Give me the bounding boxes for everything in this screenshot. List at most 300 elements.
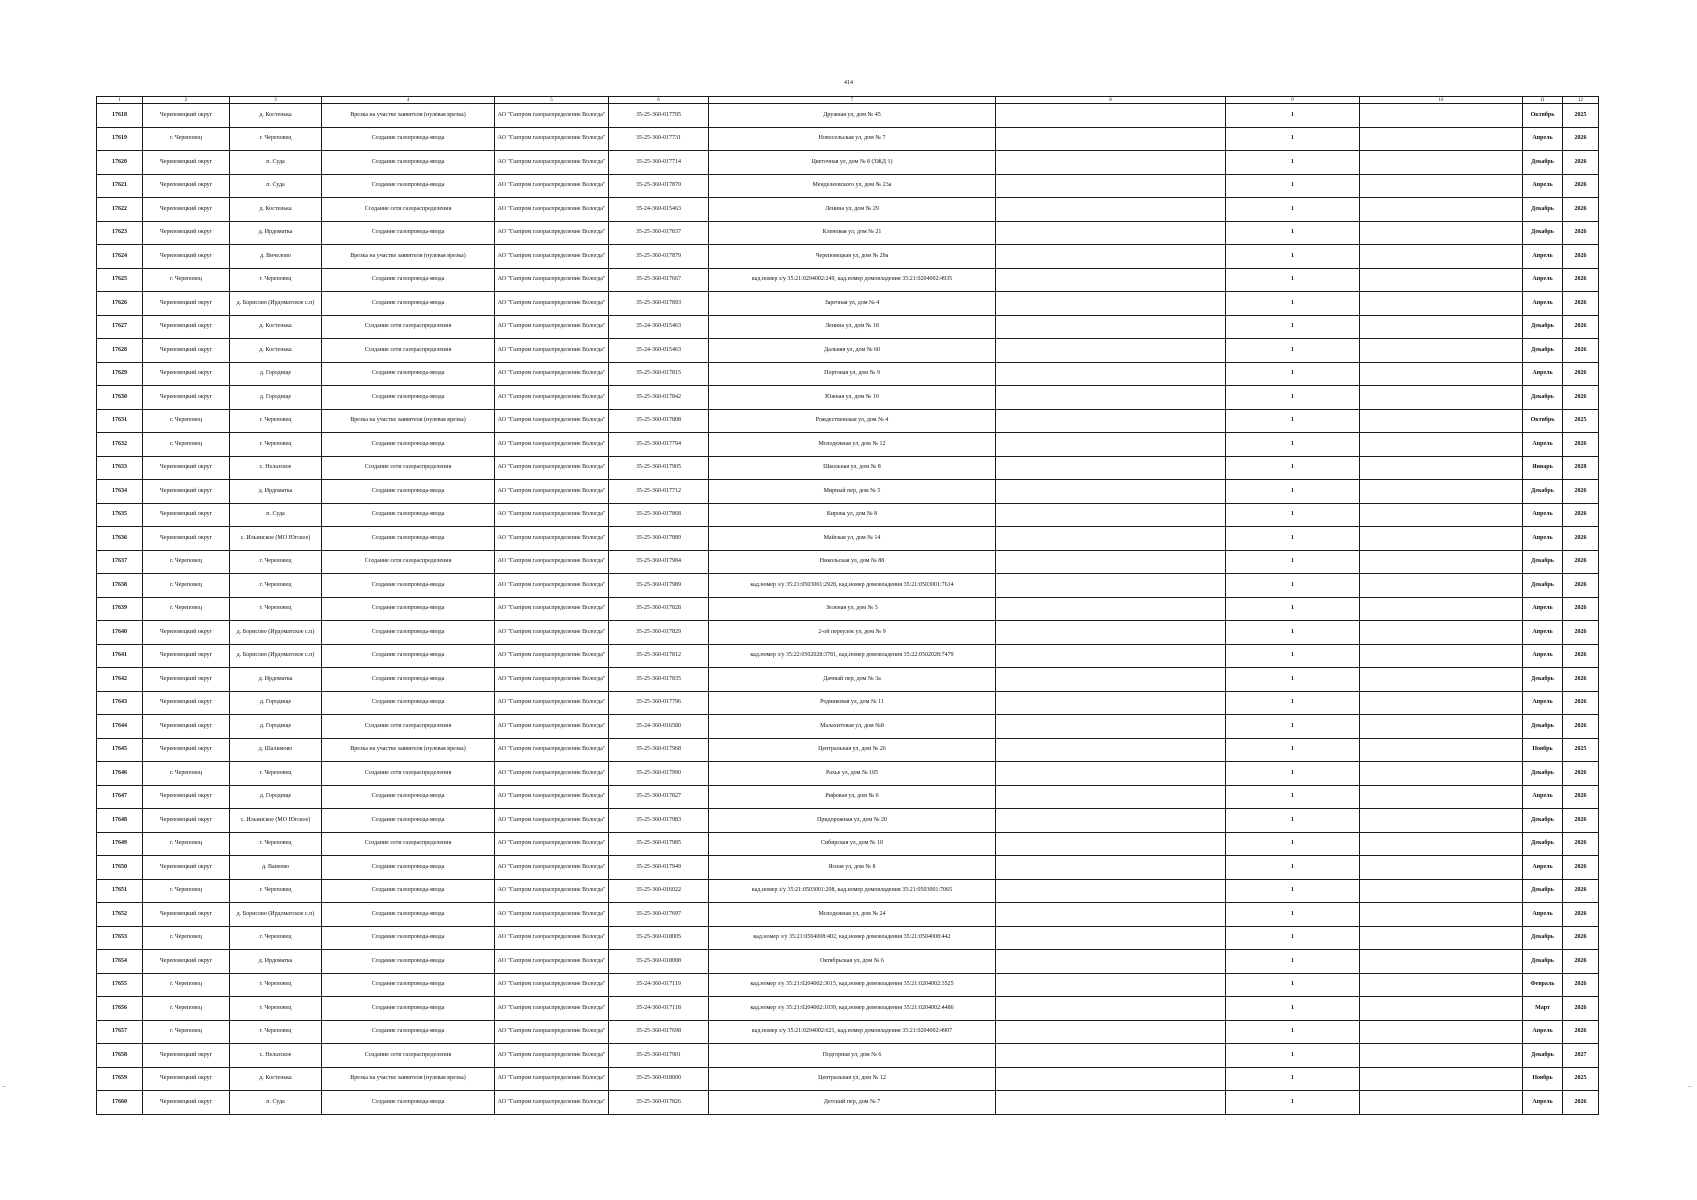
project-code-cell: 35-25-360-017812: [609, 644, 709, 668]
column-8-cell: [996, 550, 1226, 574]
organization-cell: АО "Газпром газораспределение Вологда": [495, 644, 609, 668]
project-code-cell: 35-25-360-017901: [609, 1044, 709, 1068]
district-cell: г. Череповец: [143, 127, 230, 151]
month-cell: Апрель: [1523, 621, 1563, 645]
year-cell: 2026: [1563, 621, 1599, 645]
month-cell: Декабрь: [1523, 1044, 1563, 1068]
column-8-cell: [996, 433, 1226, 457]
organization-cell: АО "Газпром газораспределение Вологда": [495, 715, 609, 739]
month-cell: Апрель: [1523, 903, 1563, 927]
work-type-cell: Создание сети газораспределения: [322, 339, 495, 363]
row-number-cell: 17619: [97, 127, 143, 151]
organization-cell: АО "Газпром газораспределение Вологда": [495, 903, 609, 927]
row-number-cell: 17624: [97, 245, 143, 269]
column-8-cell: [996, 174, 1226, 198]
table-row: [97, 456, 1599, 480]
year-cell: 2026: [1563, 503, 1599, 527]
address-cell: Родниковая ул, дом № 11: [709, 691, 996, 715]
district-cell: Череповецкий округ: [143, 151, 230, 175]
row-number-cell: 17659: [97, 1067, 143, 1091]
work-type-cell: Создание газопровода-ввода: [322, 527, 495, 551]
address-cell: Ясная ул, дом № 8: [709, 856, 996, 880]
row-number-cell: 17655: [97, 973, 143, 997]
table-row: [97, 856, 1599, 880]
column-8-cell: [996, 597, 1226, 621]
table-row: [97, 433, 1599, 457]
project-code-cell: 35-24-360-017119: [609, 973, 709, 997]
locality-cell: г. Череповец: [230, 550, 322, 574]
column-8-cell: [996, 221, 1226, 245]
column-10-cell: [1360, 738, 1523, 762]
column-8-cell: [996, 879, 1226, 903]
column-header: 5: [495, 97, 609, 104]
column-10-cell: [1360, 433, 1523, 457]
district-cell: Череповецкий округ: [143, 1067, 230, 1091]
quantity-cell: 1: [1226, 174, 1360, 198]
row-number-cell: 17623: [97, 221, 143, 245]
column-10-cell: [1360, 104, 1523, 128]
month-cell: Январь: [1523, 456, 1563, 480]
column-10-cell: [1360, 785, 1523, 809]
district-cell: Череповецкий округ: [143, 480, 230, 504]
quantity-cell: 1: [1226, 1091, 1360, 1115]
month-cell: Декабрь: [1523, 550, 1563, 574]
year-cell: 2026: [1563, 973, 1599, 997]
column-8-cell: [996, 480, 1226, 504]
address-cell: Октябрьская ул, дом № 6: [709, 950, 996, 974]
organization-cell: АО "Газпром газораспределение Вологда": [495, 785, 609, 809]
district-cell: Череповецкий округ: [143, 245, 230, 269]
row-number-cell: 17630: [97, 386, 143, 410]
month-cell: Декабрь: [1523, 879, 1563, 903]
year-cell: 2026: [1563, 597, 1599, 621]
column-header: 7: [709, 97, 996, 104]
district-cell: Череповецкий округ: [143, 785, 230, 809]
month-cell: Декабрь: [1523, 715, 1563, 739]
locality-cell: г. Череповец: [230, 597, 322, 621]
table-row: [97, 127, 1599, 151]
quantity-cell: 1: [1226, 715, 1360, 739]
district-cell: Череповецкий округ: [143, 715, 230, 739]
table-row: [97, 738, 1599, 762]
locality-cell: д. Вичелово: [230, 245, 322, 269]
project-code-cell: 35-24-360-015463: [609, 315, 709, 339]
column-8-cell: [996, 762, 1226, 786]
table-row: [97, 503, 1599, 527]
column-header: 4: [322, 97, 495, 104]
column-10-cell: [1360, 997, 1523, 1021]
district-cell: Череповецкий округ: [143, 315, 230, 339]
month-cell: Ноябрь: [1523, 1067, 1563, 1091]
column-10-cell: [1360, 339, 1523, 363]
column-10-cell: [1360, 386, 1523, 410]
locality-cell: д. Костенька: [230, 104, 322, 128]
year-cell: 2026: [1563, 315, 1599, 339]
district-cell: г. Череповец: [143, 433, 230, 457]
row-number-cell: 17631: [97, 409, 143, 433]
project-code-cell: 35-24-360-016580: [609, 715, 709, 739]
project-code-cell: 35-25-360-017828: [609, 597, 709, 621]
locality-cell: п. Суда: [230, 503, 322, 527]
column-8-cell: [996, 1020, 1226, 1044]
column-8-cell: [996, 503, 1226, 527]
project-code-cell: 35-25-360-018000: [609, 1067, 709, 1091]
row-number-cell: 17637: [97, 550, 143, 574]
work-type-cell: Создание газопровода-ввода: [322, 856, 495, 880]
address-cell: кад.номер з/у 35:22:0502028:3781, кад.номер домовладения 35:22:0502028:7479: [709, 644, 996, 668]
organization-cell: АО "Газпром газораспределение Вологда": [495, 527, 609, 551]
row-number-cell: 17653: [97, 926, 143, 950]
locality-cell: д. Борисово (Ирдоматское с.п): [230, 621, 322, 645]
year-cell: 2026: [1563, 856, 1599, 880]
column-header: 12: [1563, 97, 1599, 104]
row-number-cell: 17645: [97, 738, 143, 762]
column-8-cell: [996, 903, 1226, 927]
address-cell: Школьная ул, дом № 8: [709, 456, 996, 480]
organization-cell: АО "Газпром газораспределение Вологда": [495, 362, 609, 386]
organization-cell: АО "Газпром газораспределение Вологда": [495, 480, 609, 504]
organization-cell: АО "Газпром газораспределение Вологда": [495, 762, 609, 786]
year-cell: 2026: [1563, 386, 1599, 410]
year-cell: 2026: [1563, 1020, 1599, 1044]
project-code-cell: 35-25-360-017826: [609, 1091, 709, 1115]
address-cell: Майская ул, дом № 14: [709, 527, 996, 551]
month-cell: Декабрь: [1523, 198, 1563, 222]
organization-cell: АО "Газпром газораспределение Вологда": [495, 245, 609, 269]
organization-cell: АО "Газпром газораспределение Вологда": [495, 1091, 609, 1115]
district-cell: Череповецкий округ: [143, 856, 230, 880]
work-type-cell: Создание сети газораспределения: [322, 456, 495, 480]
quantity-cell: 1: [1226, 315, 1360, 339]
column-10-cell: [1360, 691, 1523, 715]
column-10-cell: [1360, 597, 1523, 621]
address-cell: кад.номер з/у 35:21:0204002:249, кад.номер домовладения 35:21:0204002:4935: [709, 268, 996, 292]
project-code-cell: 35-25-360-017837: [609, 221, 709, 245]
table-row: [97, 668, 1599, 692]
column-10-cell: [1360, 1020, 1523, 1044]
column-8-cell: [996, 198, 1226, 222]
column-8-cell: [996, 738, 1226, 762]
quantity-cell: 1: [1226, 221, 1360, 245]
column-header: 6: [609, 97, 709, 104]
address-cell: Дачный пер, дом № 3а: [709, 668, 996, 692]
column-10-cell: [1360, 1091, 1523, 1115]
table-row: [97, 621, 1599, 645]
quantity-cell: 1: [1226, 386, 1360, 410]
year-cell: 2026: [1563, 127, 1599, 151]
locality-cell: г. Череповец: [230, 268, 322, 292]
work-type-cell: Создание газопровода-ввода: [322, 668, 495, 692]
address-cell: Рождественская ул, дом № 4: [709, 409, 996, 433]
organization-cell: АО "Газпром газораспределение Вологда": [495, 104, 609, 128]
locality-cell: п. Суда: [230, 1091, 322, 1115]
address-cell: Сибирская ул, дом № 10: [709, 832, 996, 856]
locality-cell: г. Череповец: [230, 127, 322, 151]
month-cell: Ноябрь: [1523, 738, 1563, 762]
work-type-cell: Создание газопровода-ввода: [322, 362, 495, 386]
column-header: 3: [230, 97, 322, 104]
row-number-cell: 17628: [97, 339, 143, 363]
column-10-cell: [1360, 832, 1523, 856]
project-code-cell: 35-25-360-017698: [609, 1020, 709, 1044]
row-number-cell: 17647: [97, 785, 143, 809]
organization-cell: АО "Газпром газораспределение Вологда": [495, 879, 609, 903]
locality-cell: г. Череповец: [230, 973, 322, 997]
column-8-cell: [996, 691, 1226, 715]
month-cell: Апрель: [1523, 691, 1563, 715]
address-cell: кад.номер з/у 35:21:0503001:208, кад.номер домовладения 35:21:0503001:7065: [709, 879, 996, 903]
locality-cell: г. Череповец: [230, 926, 322, 950]
work-type-cell: Создание сети газораспределения: [322, 315, 495, 339]
row-number-cell: 17658: [97, 1044, 143, 1068]
address-cell: Рифовая ул, дом № 6: [709, 785, 996, 809]
district-cell: Череповецкий округ: [143, 644, 230, 668]
quantity-cell: 1: [1226, 644, 1360, 668]
organization-cell: АО "Газпром газораспределение Вологда": [495, 456, 609, 480]
year-cell: 2026: [1563, 574, 1599, 598]
month-cell: Апрель: [1523, 292, 1563, 316]
column-10-cell: [1360, 926, 1523, 950]
table-row: [97, 1091, 1599, 1115]
locality-cell: с. Ильинское (МО Югское): [230, 527, 322, 551]
year-cell: 2026: [1563, 362, 1599, 386]
address-cell: кад.номер з/у 35:21:0503001:2928, кад.номер домовладения 35:21:0503001:7614: [709, 574, 996, 598]
district-cell: Череповецкий округ: [143, 903, 230, 927]
district-cell: Череповецкий округ: [143, 668, 230, 692]
organization-cell: АО "Газпром газораспределение Вологда": [495, 926, 609, 950]
work-type-cell: Создание сети газораспределения: [322, 832, 495, 856]
district-cell: Череповецкий округ: [143, 950, 230, 974]
row-number-cell: 17629: [97, 362, 143, 386]
month-cell: Апрель: [1523, 597, 1563, 621]
page-number: 414: [844, 80, 853, 86]
work-type-cell: Создание сети газораспределения: [322, 198, 495, 222]
locality-cell: д. Ирдоматка: [230, 480, 322, 504]
project-code-cell: 35-25-360-017712: [609, 480, 709, 504]
organization-cell: АО "Газпром газораспределение Вологда": [495, 809, 609, 833]
project-code-cell: 35-25-360-017829: [609, 621, 709, 645]
quantity-cell: 1: [1226, 1067, 1360, 1091]
district-cell: Череповецкий округ: [143, 527, 230, 551]
quantity-cell: 1: [1226, 1044, 1360, 1068]
quantity-cell: 1: [1226, 362, 1360, 386]
quantity-cell: 1: [1226, 785, 1360, 809]
quantity-cell: 1: [1226, 198, 1360, 222]
table-row: [97, 339, 1599, 363]
year-cell: 2026: [1563, 926, 1599, 950]
column-8-cell: [996, 997, 1226, 1021]
row-number-cell: 17654: [97, 950, 143, 974]
year-cell: 2026: [1563, 1091, 1599, 1115]
column-10-cell: [1360, 151, 1523, 175]
address-cell: Подгорная ул, дом № 6: [709, 1044, 996, 1068]
column-8-cell: [996, 409, 1226, 433]
address-cell: Дальняя ул, дом № 60: [709, 339, 996, 363]
year-cell: 2026: [1563, 151, 1599, 175]
organization-cell: АО "Газпром газораспределение Вологда": [495, 292, 609, 316]
district-cell: Череповецкий округ: [143, 1044, 230, 1068]
organization-cell: АО "Газпром газораспределение Вологда": [495, 1067, 609, 1091]
work-type-cell: Врезка на участке заявителя (нулевая врезка): [322, 1067, 495, 1091]
quantity-cell: 1: [1226, 456, 1360, 480]
project-code-cell: 35-25-360-017983: [609, 809, 709, 833]
column-8-cell: [996, 362, 1226, 386]
district-cell: Череповецкий округ: [143, 104, 230, 128]
work-type-cell: Создание газопровода-ввода: [322, 926, 495, 950]
year-cell: 2026: [1563, 809, 1599, 833]
column-10-cell: [1360, 315, 1523, 339]
column-8-cell: [996, 527, 1226, 551]
project-code-cell: 35-25-360-017827: [609, 785, 709, 809]
table-row: [97, 362, 1599, 386]
column-8-cell: [996, 456, 1226, 480]
address-cell: Молодежная ул, дом № 24: [709, 903, 996, 927]
quantity-cell: 1: [1226, 480, 1360, 504]
organization-cell: АО "Газпром газораспределение Вологда": [495, 621, 609, 645]
work-type-cell: Создание газопровода-ввода: [322, 973, 495, 997]
year-cell: 2026: [1563, 221, 1599, 245]
district-cell: Череповецкий округ: [143, 386, 230, 410]
project-code-cell: 35-25-360-017731: [609, 127, 709, 151]
address-cell: Цветочная ул, дом № 8 (ЗЖД 1): [709, 151, 996, 175]
project-code-cell: 35-25-360-016022: [609, 879, 709, 903]
column-8-cell: [996, 268, 1226, 292]
quantity-cell: 1: [1226, 597, 1360, 621]
address-cell: Кирова ул, дом № 8: [709, 503, 996, 527]
quantity-cell: 1: [1226, 268, 1360, 292]
organization-cell: АО "Газпром газораспределение Вологда": [495, 127, 609, 151]
month-cell: Декабрь: [1523, 832, 1563, 856]
locality-cell: д. Костенька: [230, 315, 322, 339]
year-cell: 2026: [1563, 785, 1599, 809]
year-cell: 2026: [1563, 832, 1599, 856]
row-number-cell: 17638: [97, 574, 143, 598]
district-cell: Череповецкий округ: [143, 174, 230, 198]
locality-cell: д. Ирдоматка: [230, 221, 322, 245]
table-row: [97, 926, 1599, 950]
address-cell: Ленина ул, дом № 29: [709, 198, 996, 222]
row-number-cell: 17626: [97, 292, 143, 316]
address-cell: Мирный пер, дом № 5: [709, 480, 996, 504]
column-8-cell: [996, 104, 1226, 128]
district-cell: Череповецкий округ: [143, 738, 230, 762]
row-number-cell: 17650: [97, 856, 143, 880]
work-type-cell: Создание газопровода-ввода: [322, 644, 495, 668]
work-type-cell: Создание газопровода-ввода: [322, 268, 495, 292]
quantity-cell: 1: [1226, 550, 1360, 574]
locality-cell: д. Костенька: [230, 339, 322, 363]
project-code-cell: 35-25-360-017968: [609, 738, 709, 762]
locality-cell: п. Суда: [230, 174, 322, 198]
address-cell: Кленовая ул, дом № 21: [709, 221, 996, 245]
quantity-cell: 1: [1226, 856, 1360, 880]
column-10-cell: [1360, 127, 1523, 151]
district-cell: г. Череповец: [143, 268, 230, 292]
year-cell: 2025: [1563, 104, 1599, 128]
right-edge-mark: –: [1688, 1082, 1692, 1090]
quantity-cell: 1: [1226, 738, 1360, 762]
row-number-cell: 17652: [97, 903, 143, 927]
year-cell: 2026: [1563, 268, 1599, 292]
locality-cell: с. Ильинское (МО Югское): [230, 809, 322, 833]
quantity-cell: 1: [1226, 292, 1360, 316]
year-cell: 2028: [1563, 456, 1599, 480]
column-10-cell: [1360, 268, 1523, 292]
locality-cell: с. Нелазское: [230, 456, 322, 480]
column-10-cell: [1360, 903, 1523, 927]
organization-cell: АО "Газпром газораспределение Вологда": [495, 386, 609, 410]
organization-cell: АО "Газпром газораспределение Вологда": [495, 221, 609, 245]
table-row: [97, 221, 1599, 245]
district-cell: г. Череповец: [143, 597, 230, 621]
work-type-cell: Создание газопровода-ввода: [322, 903, 495, 927]
locality-cell: г. Череповец: [230, 409, 322, 433]
column-10-cell: [1360, 362, 1523, 386]
address-cell: кад.номер з/у 35:21:0204002:1039, кад.номер домовладения 35:21:0204002:4486: [709, 997, 996, 1021]
organization-cell: АО "Газпром газораспределение Вологда": [495, 198, 609, 222]
district-cell: Череповецкий округ: [143, 292, 230, 316]
project-code-cell: 35-25-360-017868: [609, 503, 709, 527]
project-code-cell: 35-24-360-017118: [609, 997, 709, 1021]
table-row: [97, 386, 1599, 410]
year-cell: 2026: [1563, 950, 1599, 974]
table-row: [97, 973, 1599, 997]
row-number-cell: 17656: [97, 997, 143, 1021]
table-row: [97, 879, 1599, 903]
row-number-cell: 17643: [97, 691, 143, 715]
row-number-cell: 17621: [97, 174, 143, 198]
table-row: [97, 809, 1599, 833]
month-cell: Апрель: [1523, 527, 1563, 551]
column-10-cell: [1360, 809, 1523, 833]
column-10-cell: [1360, 644, 1523, 668]
project-code-cell: 35-25-360-017990: [609, 762, 709, 786]
row-number-cell: 17649: [97, 832, 143, 856]
quantity-cell: 1: [1226, 1020, 1360, 1044]
district-cell: г. Череповец: [143, 997, 230, 1021]
year-cell: 2025: [1563, 738, 1599, 762]
quantity-cell: 1: [1226, 527, 1360, 551]
work-type-cell: Создание газопровода-ввода: [322, 621, 495, 645]
locality-cell: д. Костенька: [230, 1067, 322, 1091]
year-cell: 2026: [1563, 903, 1599, 927]
locality-cell: г. Череповец: [230, 574, 322, 598]
address-cell: кад.номер з/у 35:21:0204002:3615, кад.номер домовладения 35:21:0204002:3525: [709, 973, 996, 997]
district-cell: г. Череповец: [143, 879, 230, 903]
district-cell: Череповецкий округ: [143, 691, 230, 715]
table-row: [97, 198, 1599, 222]
locality-cell: г. Череповец: [230, 762, 322, 786]
column-8-cell: [996, 1067, 1226, 1091]
column-8-cell: [996, 1091, 1226, 1115]
quantity-cell: 1: [1226, 903, 1360, 927]
row-number-cell: 17632: [97, 433, 143, 457]
row-number-cell: 17627: [97, 315, 143, 339]
row-number-cell: 17641: [97, 644, 143, 668]
project-code-cell: 35-25-360-017815: [609, 362, 709, 386]
work-type-cell: Создание газопровода-ввода: [322, 292, 495, 316]
address-cell: Новосельская ул, дом № 7: [709, 127, 996, 151]
project-code-cell: 35-25-360-017893: [609, 292, 709, 316]
column-10-cell: [1360, 480, 1523, 504]
project-code-cell: 35-25-360-017879: [609, 245, 709, 269]
column-10-cell: [1360, 879, 1523, 903]
column-10-cell: [1360, 245, 1523, 269]
column-10-cell: [1360, 503, 1523, 527]
address-cell: Молодежная ул, дом № 12: [709, 433, 996, 457]
quantity-cell: 1: [1226, 668, 1360, 692]
column-8-cell: [996, 292, 1226, 316]
